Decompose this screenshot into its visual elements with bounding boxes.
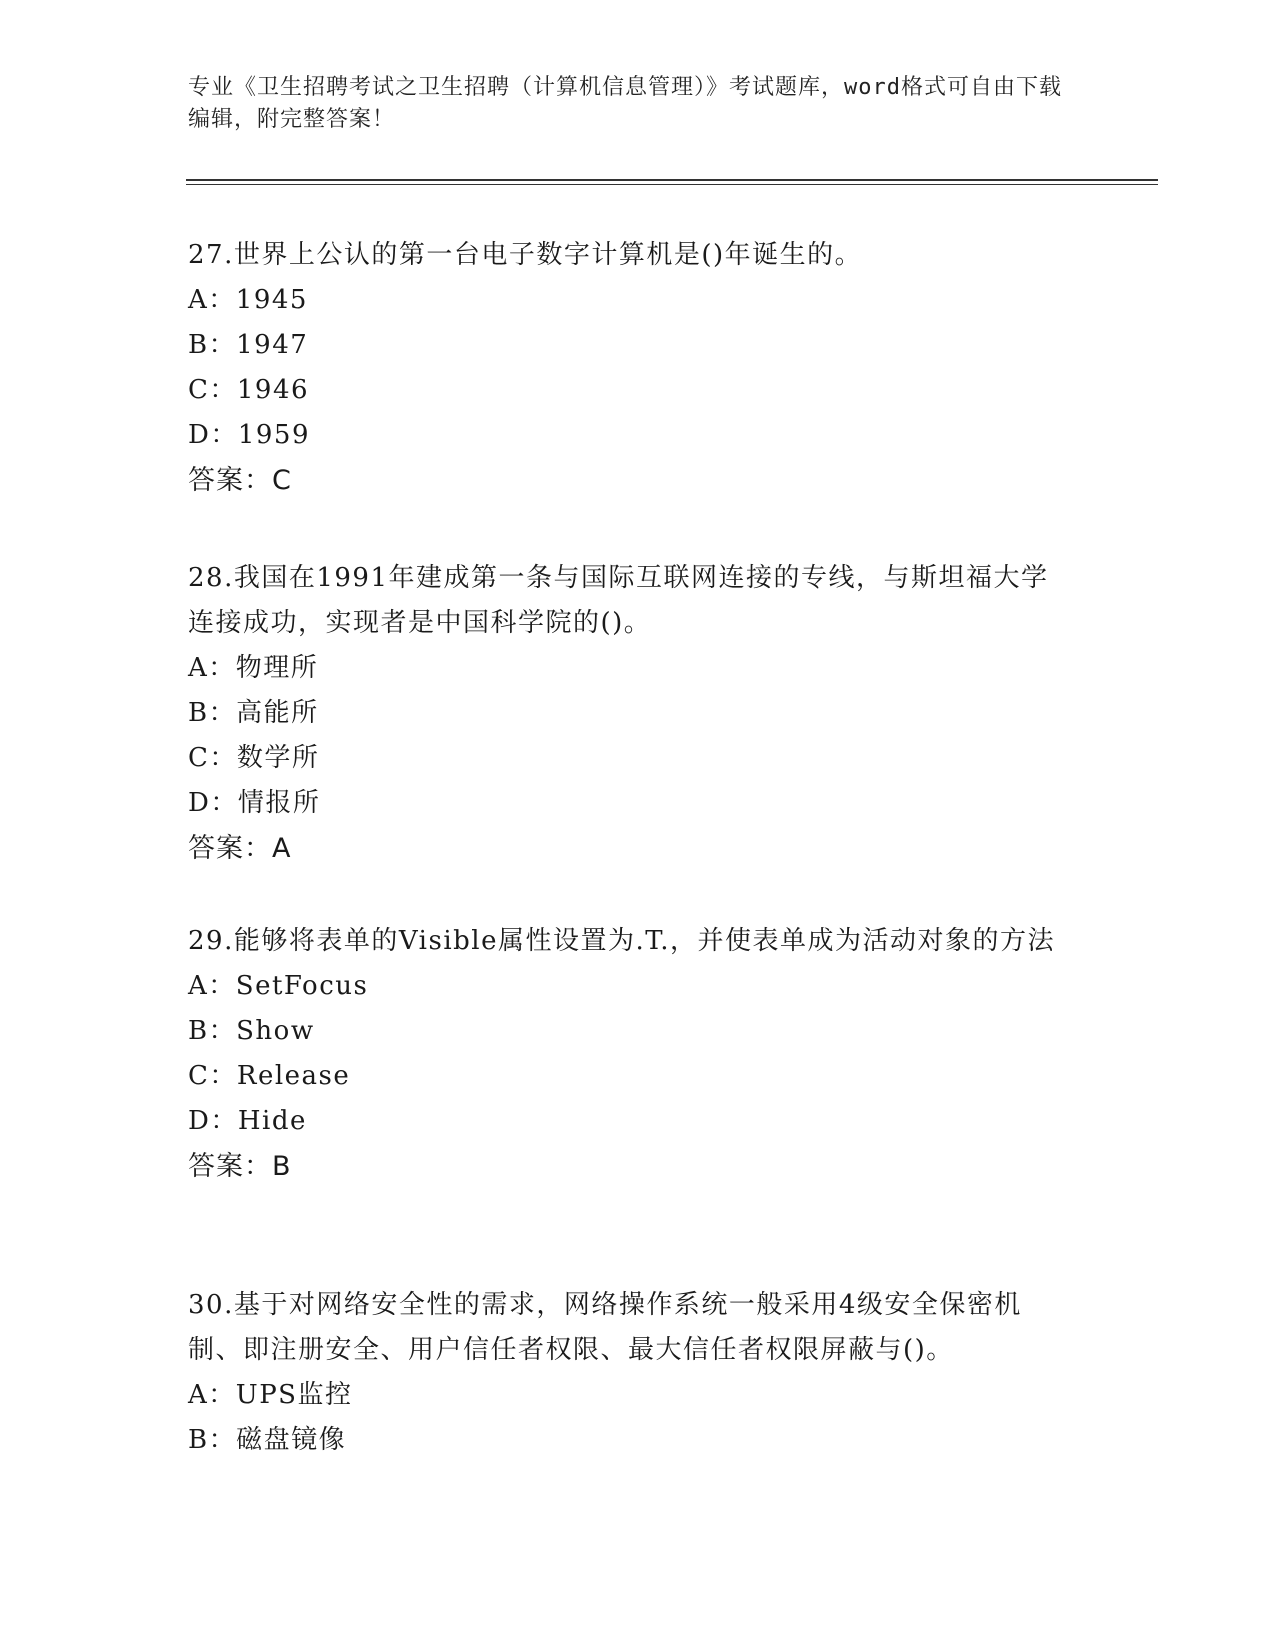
option-a: A：物理所: [188, 653, 319, 683]
header-divider-thin: [186, 184, 1158, 185]
question-stem: 27.世界上公认的第一台电子数字计算机是()年诞生的。: [188, 240, 863, 270]
option-d: D：情报所: [188, 788, 321, 818]
option-b: B：高能所: [188, 698, 319, 728]
option-b: B：Show: [188, 1016, 315, 1046]
document-header: 专业《卫生招聘考试之卫生招聘（计算机信息管理）》考试题库，word格式可自由下载编辑，附完整答案！: [188, 75, 1062, 132]
option-a: A：SetFocus: [188, 971, 369, 1001]
option-b: B：磁盘镜像: [188, 1425, 347, 1455]
option-c: C：1946: [188, 375, 310, 405]
option-d: D：1959: [188, 420, 311, 450]
option-c: C：Release: [188, 1061, 351, 1091]
question-30: [188, 1283, 1068, 1463]
answer: 答案：C: [188, 465, 292, 496]
question-stem: 29.能够将表单的Visible属性设置为.T.，并使表单成为活动对象的方法: [188, 926, 1056, 956]
question-stem: 30.基于对网络安全性的需求，网络操作系统一般采用4级安全保密机制、即注册安全、用户信任者权限、最大信任者权限屏蔽与()。: [188, 1290, 1022, 1365]
option-a: A：UPS监控: [188, 1380, 353, 1410]
answer: 答案：A: [188, 833, 292, 864]
question-27: [188, 233, 1068, 503]
question-28: [188, 556, 1068, 871]
option-d: D：Hide: [188, 1106, 307, 1136]
option-c: C：数学所: [188, 743, 320, 773]
answer: 答案：B: [188, 1151, 292, 1182]
question-29: [188, 919, 1068, 1189]
header-divider: [186, 179, 1158, 181]
option-a: A：1945: [188, 285, 308, 315]
option-b: B：1947: [188, 330, 309, 360]
question-stem: 28.我国在1991年建成第一条与国际互联网连接的专线，与斯坦福大学连接成功，实现者是中国科学院的()。: [188, 563, 1049, 638]
